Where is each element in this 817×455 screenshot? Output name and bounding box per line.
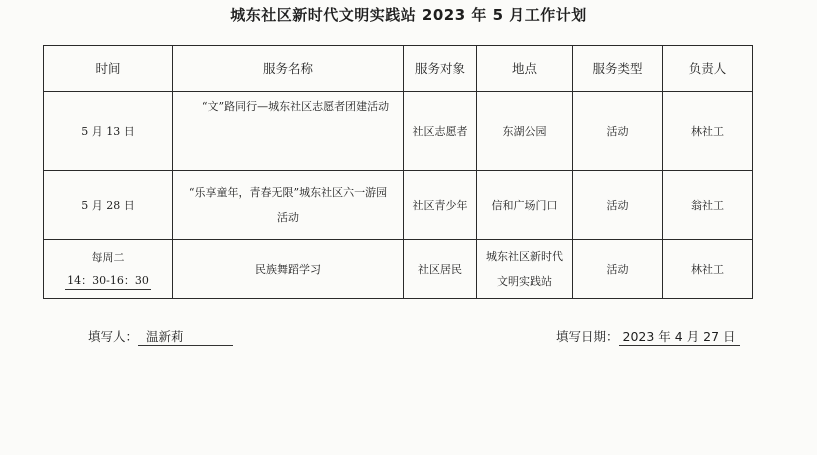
cell-time: 5 月 28 日 xyxy=(44,171,173,240)
fill-date-value: 2023 年 4 月 27 日 xyxy=(619,327,740,346)
cell-service-type: 活动 xyxy=(573,92,663,171)
service-name-line-1: “乐享童年，青春无限”城东社区六一游园 xyxy=(188,186,388,199)
cell-place xyxy=(477,240,573,299)
cell-service-name xyxy=(173,92,404,171)
header-service-target: 服务对象 xyxy=(404,46,477,92)
document-title: 城东社区新时代文明实践站 2023 年 5 月工作计划 xyxy=(230,6,587,24)
filler-name: 温新莉 xyxy=(138,327,233,346)
cell-service-target: 社区青少年 xyxy=(404,171,477,240)
cell-owner: 林社工 xyxy=(663,92,753,171)
cell-service-name xyxy=(173,171,404,240)
time-line-2: 14：30-16：30 xyxy=(65,272,151,290)
filler-field xyxy=(88,327,233,346)
fill-date-label: 填写日期： xyxy=(556,329,619,344)
work-plan-table xyxy=(43,45,753,299)
time-line-1: 每周二 xyxy=(91,250,125,264)
header-place: 地点 xyxy=(477,46,573,92)
table-row xyxy=(44,171,753,240)
fill-date-field xyxy=(556,327,740,346)
cell-time: 5 月 13 日 xyxy=(44,92,173,171)
cell-place: 东湖公园 xyxy=(477,92,573,171)
header-service-type: 服务类型 xyxy=(573,46,663,92)
service-name-text: “文”路同行—城东社区志愿者团建活动 xyxy=(201,100,390,113)
cell-place: 信和广场门口 xyxy=(477,171,573,240)
header-owner: 负责人 xyxy=(663,46,753,92)
cell-service-type: 活动 xyxy=(573,240,663,299)
service-name-line-2: 活动 xyxy=(277,211,299,224)
table-row xyxy=(44,240,753,299)
place-line-1: 城东社区新时代 xyxy=(486,250,563,263)
header-service-name: 服务名称 xyxy=(173,46,404,92)
filler-label: 填写人： xyxy=(88,329,139,344)
cell-owner: 翁社工 xyxy=(663,171,753,240)
cell-time xyxy=(44,240,173,299)
table-header-row xyxy=(44,46,753,92)
cell-service-name: 民族舞蹈学习 xyxy=(173,240,404,299)
cell-service-target: 社区志愿者 xyxy=(404,92,477,171)
header-time: 时间 xyxy=(44,46,173,92)
cell-owner: 林社工 xyxy=(663,240,753,299)
table-row xyxy=(44,92,753,171)
cell-service-target: 社区居民 xyxy=(404,240,477,299)
cell-service-type: 活动 xyxy=(573,171,663,240)
place-line-2: 文明实践站 xyxy=(497,275,552,288)
